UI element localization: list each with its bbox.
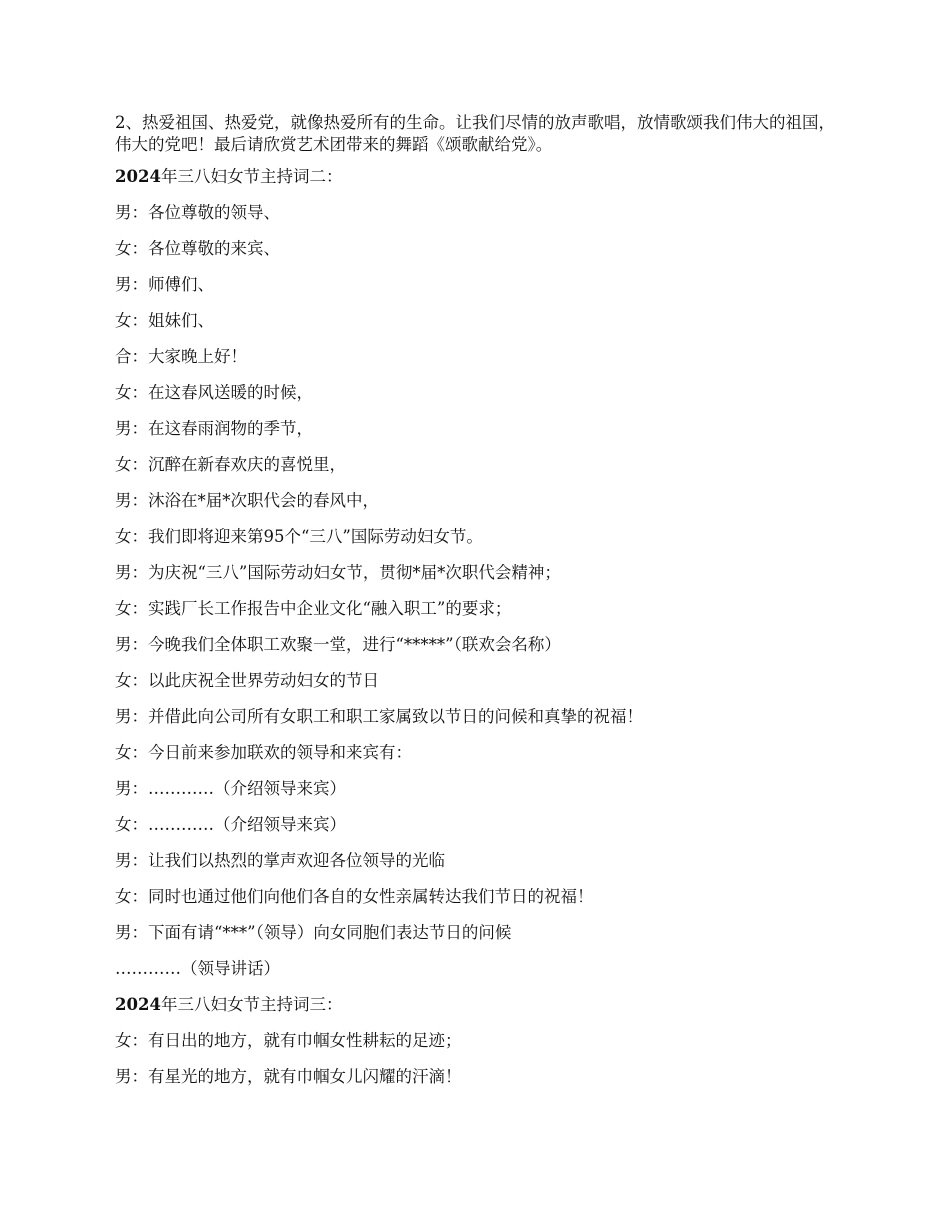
section-heading-2-title: 年三八妇女节主持词二： — [160, 167, 343, 186]
script-lines-2 — [115, 202, 840, 980]
document-page — [115, 112, 840, 1102]
dialogue-line: 男：让我们以热烈的掌声欢迎各位领导的光临 — [115, 851, 445, 870]
dialogue-line: 女：以此庆祝全世界劳动妇女的节日 — [115, 671, 379, 690]
dialogue-line: 女：姐妹们、 — [115, 311, 214, 330]
intro-paragraph: 2、热爱祖国、热爱党，就像热爱所有的生命。让我们尽情的放声歌唱，放情歌颂我们伟大的祖国，伟大的党吧！最后请欣赏艺术团带来的舞蹈《颂歌献给党》。 — [115, 113, 835, 154]
dialogue-line: 男：下面有请“***”（领导）向女同胞们表达节日的问候 — [115, 923, 512, 942]
dialogue-line: 女：今日前来参加联欢的领导和来宾有： — [115, 743, 412, 762]
section-heading-3-title: 年三八妇女节主持词三： — [160, 995, 343, 1014]
dialogue-line: 男：各位尊敬的领导、 — [115, 203, 280, 222]
dialogue-line: 男：并借此向公司所有女职工和职工家属致以节日的问候和真挚的祝福！ — [115, 707, 643, 726]
dialogue-line: 女：同时也通过他们向他们各自的女性亲属转达我们节日的祝福！ — [115, 887, 594, 906]
dialogue-line: 男：沐浴在*届*次职代会的春风中， — [115, 491, 379, 510]
dialogue-line: 女：在这春风送暖的时候， — [115, 383, 313, 402]
dialogue-line: 男：有星光的地方，就有巾帼女儿闪耀的汗滴！ — [115, 1067, 462, 1086]
section-heading-3 — [115, 994, 840, 1016]
dialogue-line: 女：各位尊敬的来宾、 — [115, 239, 280, 258]
dialogue-line: 女：实践厂长工作报告中企业文化“融入职工”的要求； — [115, 599, 512, 618]
dialogue-line: 合：大家晚上好！ — [115, 347, 247, 366]
dialogue-line: 男：为庆祝“三八”国际劳动妇女节，贯彻*届*次职代会精神； — [115, 563, 561, 582]
script-lines-3 — [115, 1030, 840, 1088]
dialogue-line: 女：…………（介绍领导来宾） — [115, 815, 346, 834]
dialogue-line: 男：…………（介绍领导来宾） — [115, 779, 346, 798]
dialogue-line: 男：今晚我们全体职工欢聚一堂，进行“*****”（联欢会名称） — [115, 635, 561, 654]
section-heading-3-year: 2024 — [115, 995, 161, 1014]
dialogue-line: 女：沉醉在新春欢庆的喜悦里， — [115, 455, 346, 474]
dialogue-line: 男：师傅们、 — [115, 275, 214, 294]
dialogue-line: …………（领导讲话） — [115, 959, 280, 978]
dialogue-line: 男：在这春雨润物的季节， — [115, 419, 313, 438]
dialogue-line: 女：我们即将迎来第95个“三八”国际劳动妇女节。 — [115, 527, 483, 546]
section-heading-2-year: 2024 — [115, 167, 161, 186]
dialogue-line: 女：有日出的地方，就有巾帼女性耕耘的足迹； — [115, 1031, 462, 1050]
section-heading-2 — [115, 166, 840, 188]
